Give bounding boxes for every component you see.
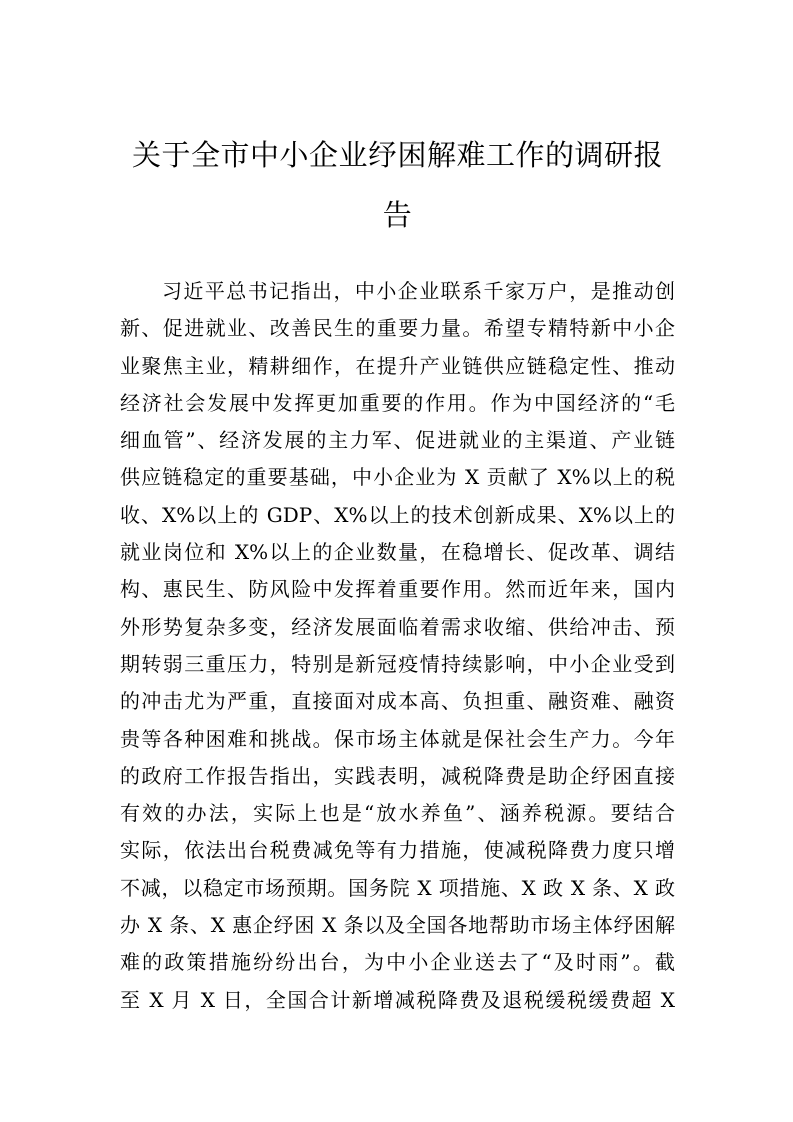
- body-line: 新、促进就业、改善民生的重要力量。希望专精特新中小企: [120, 316, 675, 341]
- body-line: 至 X 月 X 日，全国合计新增减税降费及退税缓税缓费超 X: [120, 987, 675, 1012]
- body-line: 业聚焦主业，精耕细作，在提升产业链供应链稳定性、推动: [120, 353, 675, 378]
- body-line: 就业岗位和 X%以上的企业数量，在稳增长、促改革、调结: [120, 540, 675, 565]
- body-line: 办 X 条、X 惠企纾困 X 条以及全国各地帮助市场主体纾困解: [120, 913, 675, 938]
- body-line: 供应链稳定的重要基础，中小企业为 X 贡献了 X%以上的税: [120, 465, 675, 490]
- body-line: 贵等各种困难和挑战。保市场主体就是保社会生产力。今年: [120, 726, 675, 751]
- body-line: 收、X%以上的 GDP、X%以上的技术创新成果、X%以上的: [120, 502, 675, 527]
- body-line: 实际，依法出台税费减免等有力措施，使减税降费力度只增: [120, 838, 675, 863]
- body-line: 的政府工作报告指出，实践表明，减税降费是助企纾困直接: [120, 763, 675, 788]
- body-line: 外形势复杂多变，经济发展面临着需求收缩、供给冲击、预: [120, 614, 675, 639]
- body-line: 经济社会发展中发挥更加重要的作用。作为中国经济的“毛: [120, 390, 675, 415]
- body-line: 的冲击尤为严重，直接面对成本高、负担重、融资难、融资: [120, 689, 675, 714]
- body-line: 不减，以稳定市场预期。国务院 X 项措施、X 政 X 条、X 政: [120, 875, 675, 900]
- body-line: 构、惠民生、防风险中发挥着重要作用。然而近年来，国内: [120, 577, 675, 602]
- body-line: 有效的办法，实际上也是“放水养鱼”、涵养税源。要结合: [120, 801, 675, 826]
- document-content: [120, 0, 675, 1019]
- body-line: 难的政策措施纷纷出台，为中小企业送去了“及时雨”。截: [120, 950, 675, 975]
- document-title: 关于全市中小企业纾困解难工作的调研报告: [131, 138, 663, 232]
- document-body-paragraph: [120, 273, 675, 1019]
- body-line: 习近平总书记指出，中小企业联系千家万户，是推动创: [162, 279, 675, 303]
- body-line: 细血管”、经济发展的主力军、促进就业的主渠道、产业链: [120, 428, 675, 453]
- body-line: 期转弱三重压力，特别是新冠疫情持续影响，中小企业受到: [120, 651, 675, 676]
